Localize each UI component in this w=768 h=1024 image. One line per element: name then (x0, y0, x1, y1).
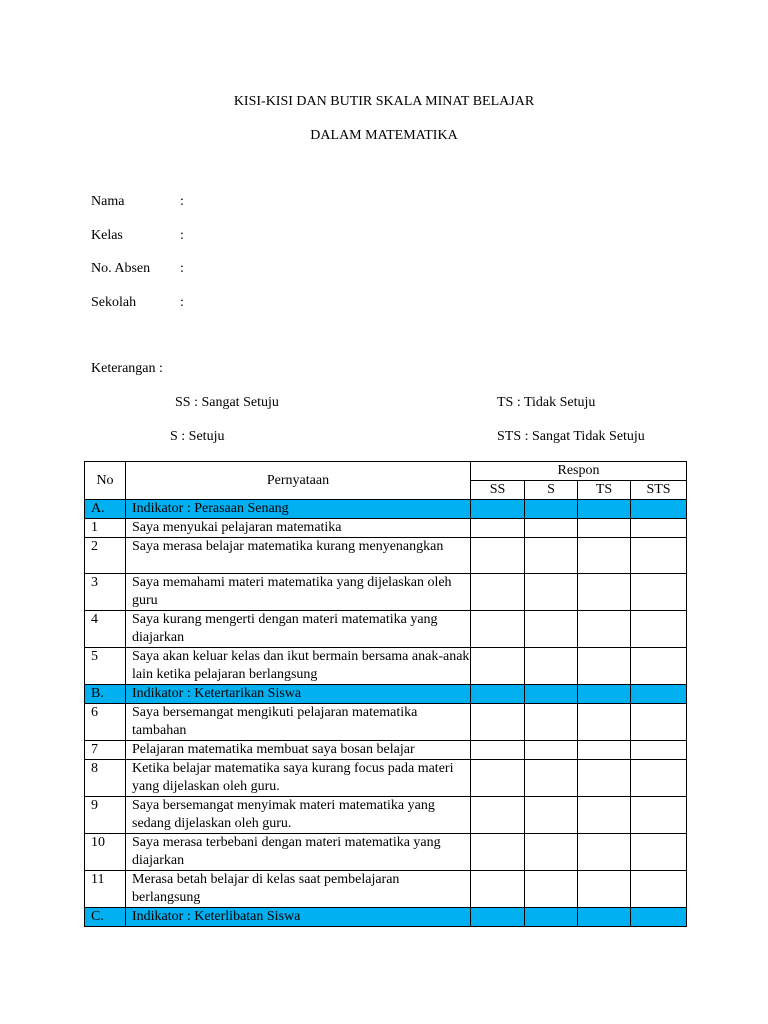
response-cell-sts (631, 500, 687, 519)
response-cell-ts[interactable] (578, 760, 631, 797)
response-cell-ss[interactable] (471, 648, 525, 685)
response-cell-sts[interactable] (631, 538, 687, 574)
field-colon: : (180, 228, 184, 243)
legend-s: S : Setuju (170, 429, 225, 444)
document-title: KISI-KISI DAN BUTIR SKALA MINAT BELAJAR (233, 94, 535, 109)
response-cell-ss[interactable] (471, 519, 525, 538)
table-row (85, 574, 687, 611)
row-statement: Ketika belajar matematika saya kurang focus pada materi yang dijelaskan oleh guru. (126, 760, 471, 797)
field-colon: : (180, 261, 184, 276)
response-cell-ss[interactable] (471, 797, 525, 834)
row-no: 5 (85, 648, 126, 685)
table-row (85, 648, 687, 685)
row-statement: Saya bersemangat mengikuti pelajaran matematika tambahan (126, 704, 471, 741)
table-row (85, 871, 687, 908)
table-row (85, 797, 687, 834)
response-cell-ss (471, 500, 525, 519)
row-no: 9 (85, 797, 126, 834)
indicator-row (85, 685, 687, 704)
field-colon: : (180, 194, 184, 209)
row-statement: Indikator : Keterlibatan Siswa (126, 908, 471, 927)
response-cell-ss[interactable] (471, 574, 525, 611)
response-cell-ts[interactable] (578, 538, 631, 574)
response-cell-s[interactable] (525, 871, 578, 908)
legend-sts: STS : Sangat Tidak Setuju (497, 429, 645, 444)
response-cell-ts (578, 500, 631, 519)
table-row (85, 611, 687, 648)
response-cell-ts (578, 908, 631, 927)
response-cell-ts[interactable] (578, 741, 631, 760)
response-cell-ts[interactable] (578, 797, 631, 834)
response-cell-sts[interactable] (631, 519, 687, 538)
header-no: No (85, 462, 126, 500)
table-row (85, 538, 687, 574)
keterangan-label: Keterangan : (91, 361, 163, 376)
row-statement: Indikator : Ketertarikan Siswa (126, 685, 471, 704)
header-option-ts: TS (578, 481, 631, 500)
row-statement: Saya kurang mengerti dengan materi matematika yang diajarkan (126, 611, 471, 648)
document-subtitle: DALAM MATEMATIKA (310, 128, 458, 143)
header-option-s: S (525, 481, 578, 500)
response-cell-s (525, 685, 578, 704)
response-cell-ss (471, 908, 525, 927)
row-no: B. (85, 685, 126, 704)
response-cell-s[interactable] (525, 648, 578, 685)
response-cell-ss[interactable] (471, 704, 525, 741)
response-cell-s[interactable] (525, 834, 578, 871)
response-cell-s[interactable] (525, 741, 578, 760)
response-cell-ss[interactable] (471, 538, 525, 574)
row-no: A. (85, 500, 126, 519)
indicator-row (85, 908, 687, 927)
header-statement: Pernyataan (126, 462, 471, 500)
field-label: No. Absen (91, 261, 151, 276)
table-row (85, 704, 687, 741)
response-cell-ss[interactable] (471, 611, 525, 648)
row-no: 3 (85, 574, 126, 611)
response-cell-s (525, 500, 578, 519)
response-cell-ts[interactable] (578, 519, 631, 538)
row-no: 4 (85, 611, 126, 648)
response-cell-sts (631, 908, 687, 927)
row-statement: Saya menyukai pelajaran matematika (126, 519, 471, 538)
field-label: Nama (91, 194, 125, 209)
response-cell-ts[interactable] (578, 574, 631, 611)
response-cell-sts[interactable] (631, 871, 687, 908)
table-row (85, 741, 687, 760)
row-no: 6 (85, 704, 126, 741)
row-statement: Saya merasa belajar matematika kurang menyenangkan (126, 538, 471, 574)
response-cell-ss[interactable] (471, 834, 525, 871)
row-statement: Saya memahami materi matematika yang dijelaskan oleh guru (126, 574, 471, 611)
response-cell-s[interactable] (525, 574, 578, 611)
row-statement: Saya merasa terbebani dengan materi matematika yang diajarkan (126, 834, 471, 871)
header-response: Respon (471, 462, 687, 481)
response-cell-sts[interactable] (631, 648, 687, 685)
response-cell-ss[interactable] (471, 741, 525, 760)
response-cell-sts (631, 685, 687, 704)
response-cell-ts[interactable] (578, 871, 631, 908)
header-option-sts: STS (631, 481, 687, 500)
row-statement: Saya akan keluar kelas dan ikut bermain bersama anak-anak lain ketika pelajaran berlangsung (126, 648, 471, 685)
legend-ss: SS : Sangat Setuju (175, 395, 279, 410)
indicator-row (85, 500, 687, 519)
row-statement: Saya bersemangat menyimak materi matematika yang sedang dijelaskan oleh guru. (126, 797, 471, 834)
field-label: Sekolah (91, 295, 137, 310)
response-cell-s[interactable] (525, 538, 578, 574)
header-option-ss: SS (471, 481, 525, 500)
response-cell-ss[interactable] (471, 871, 525, 908)
response-cell-sts[interactable] (631, 741, 687, 760)
response-cell-s[interactable] (525, 611, 578, 648)
response-cell-ss (471, 685, 525, 704)
row-no: 7 (85, 741, 126, 760)
response-cell-sts[interactable] (631, 611, 687, 648)
response-cell-ts[interactable] (578, 611, 631, 648)
response-cell-ts (578, 685, 631, 704)
row-statement: Pelajaran matematika membuat saya bosan belajar (126, 741, 471, 760)
response-cell-s[interactable] (525, 519, 578, 538)
response-cell-s[interactable] (525, 760, 578, 797)
row-no: 1 (85, 519, 126, 538)
response-cell-sts[interactable] (631, 574, 687, 611)
response-cell-s (525, 908, 578, 927)
field-label: Kelas (91, 228, 123, 243)
row-statement: Merasa betah belajar di kelas saat pembelajaran berlangsung (126, 871, 471, 908)
response-cell-ts[interactable] (578, 704, 631, 741)
row-no: 8 (85, 760, 126, 797)
row-no: 10 (85, 834, 126, 871)
row-no: 2 (85, 538, 126, 574)
row-statement: Indikator : Perasaan Senang (126, 500, 471, 519)
field-colon: : (180, 295, 184, 310)
row-no: 11 (85, 871, 126, 908)
legend-ts: TS : Tidak Setuju (497, 395, 596, 410)
response-cell-sts[interactable] (631, 797, 687, 834)
table-row (85, 519, 687, 538)
table-row (85, 834, 687, 871)
response-cell-sts[interactable] (631, 704, 687, 741)
row-no: C. (85, 908, 126, 927)
response-cell-ts[interactable] (578, 648, 631, 685)
response-cell-ss[interactable] (471, 760, 525, 797)
response-cell-ts[interactable] (578, 834, 631, 871)
response-cell-s[interactable] (525, 797, 578, 834)
response-cell-s[interactable] (525, 704, 578, 741)
response-cell-sts[interactable] (631, 760, 687, 797)
table-row (85, 760, 687, 797)
questionnaire-table (84, 461, 687, 927)
response-cell-sts[interactable] (631, 834, 687, 871)
